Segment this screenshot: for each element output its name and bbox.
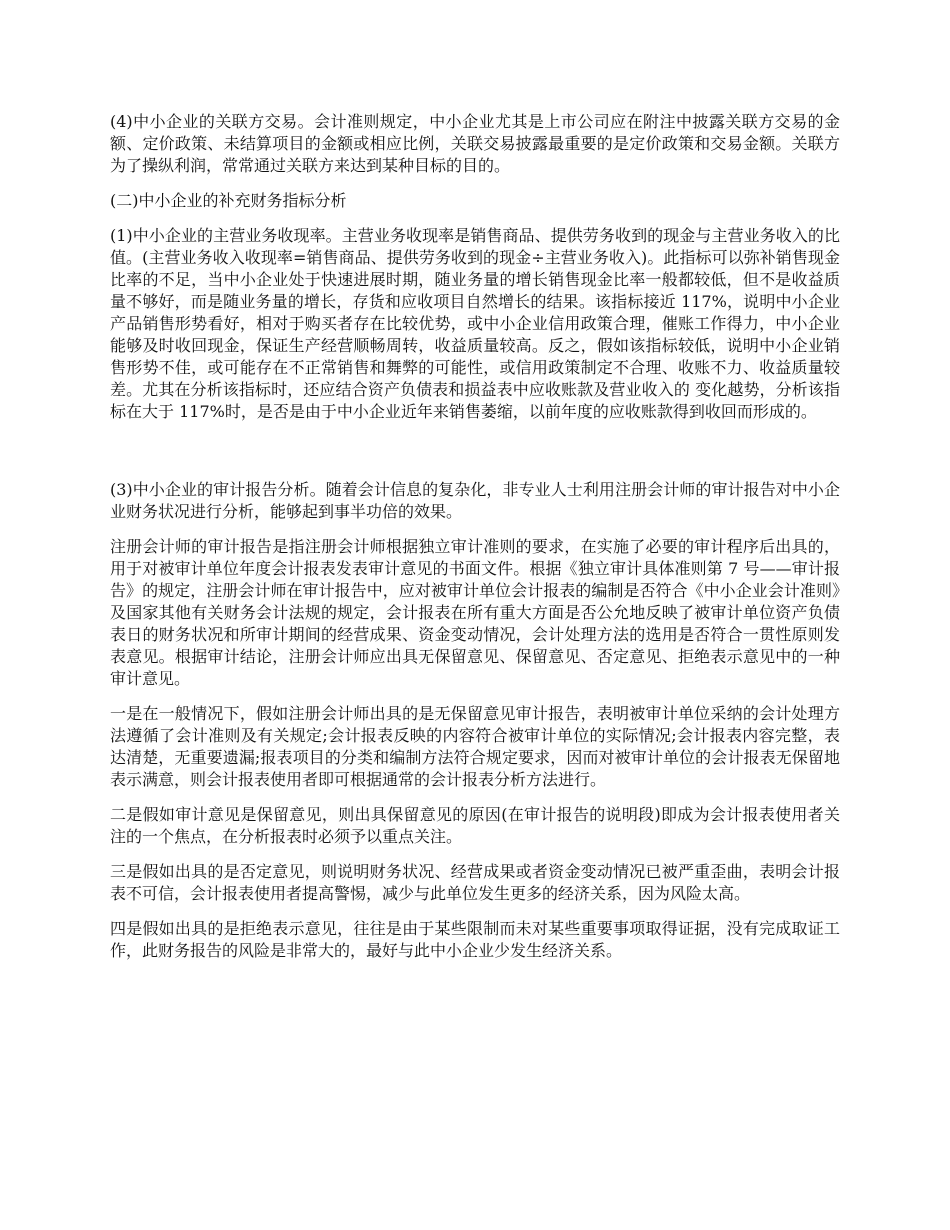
paragraph-unqualified-opinion: 一是在一般情况下，假如注册会计师出具的是无保留意见审计报告，表明被审计单位采纳的会计处理方法遵循了会计准则及有关规定;会计报表反映的内容符合被审计单位的实际情况;会计报表内容完整，表达清楚，无重要遗漏;报表项目的分类和编制方法符合规定要求，因而对被审计单位的会计报表无保留地表示满意，则会计报表使用者即可根据通常的会计报表分析方法进行。 xyxy=(110,704,840,789)
paragraph-qualified-opinion: 二是假如审计意见是保留意见，则出具保留意见的原因(在审计报告的说明段)即成为会计报表使用者关注的一个焦点，在分析报表时必须予以重点关注。 xyxy=(110,805,840,846)
paragraph-related-party: (4)中小企业的关联方交易。会计准则规定，中小企业尤其是上市公司应在附注中披露关联方交易的金额、定价政策、未结算项目的金额或相应比例，关联交易披露最重要的是定价政策和交易金额。关联方为了操纵利润，常常通过关联方来达到某种目标的目的。 xyxy=(110,112,840,175)
paragraph-disclaimer-opinion: 四是假如出具的是拒绝表示意见，往往是由于某些限制而未对某些重要事项取得证据，没有完成取证工作，此财务报告的风险是非常大的，最好与此中小企业少发生经济关系。 xyxy=(110,919,840,960)
paragraph-adverse-opinion: 三是假如出具的是否定意见，则说明财务状况、经营成果或者资金变动情况已被严重歪曲，表明会计报表不可信，会计报表使用者提高警惕，减少与此单位发生更多的经济关系，因为风险太高。 xyxy=(110,862,840,903)
paragraph-audit-report: (3)中小企业的审计报告分析。随着会计信息的复杂化，非专业人士利用注册会计师的审计报告对中小企业财务状况进行分析，能够起到事半功倍的效果。 xyxy=(110,480,840,521)
paragraph-audit-definition: 注册会计师的审计报告是指注册会计师根据独立审计准则的要求，在实施了必要的审计程序后出具的，用于对被审计单位年度会计报表发表审计意见的书面文件。根据《独立审计具体准则第 7 号——审计报告》的规定，注册会计师在审计报告中，应对被审计单位会计报表的编制是否符合《中小企业会计准则》及国家其他有关财务会计法规的规定，会计报表在所有重大方面是否公允地反映了被审计单位资产负债表日的财务状况和所审计期间的经营成果、资金变动情况，会计处理方法的选用是否符合一贯性原则发表意见。根据审计结论，注册会计师应出具无保留意见、保留意见、否定意见、拒绝表示意见中的一种审计意见。 xyxy=(110,537,840,688)
document-body xyxy=(110,111,840,975)
blank-gap xyxy=(110,436,840,479)
section-heading: (二)中小企业的补充财务指标分析 xyxy=(110,191,347,210)
paragraph-revenue-cash-ratio: (1)中小企业的主营业务收现率。主营业务收现率是销售商品、提供劳务收到的现金与主营业务收入的比值。(主营业务收入收现率=销售商品、提供劳务收到的现金÷主营业务收入)。此指标可以弥补销售现金比率的不足，当中小企业处于快速进展时期，随业务量的增长销售现金比率一般都较低，但不是收益质量不够好，而是随业务量的增长，存货和应收项目自然增长的结果。该指标接近 117%，说明中小企业产品销售形势看好，相对于购买者存在比较优势，或中小企业信用政策合理，催账工作得力，中小企业能够及时收回现金，保证生产经营顺畅周转，收益质量较高。反之，假如该指标较低，说明中小企业销售形势不佳，或可能存在不正常销售和舞弊的可能性，或信用政策制定不合理、收账不力、收益质量较差。尤其在分析该指标时，还应结合资产负债表和损益表中应收账款及营业收入的 变化越势，分析该指标在大于 117%时，是否是由于中小企业近年来销售萎缩，以前年度的应收账款得到收回而形成的。 xyxy=(110,226,840,421)
